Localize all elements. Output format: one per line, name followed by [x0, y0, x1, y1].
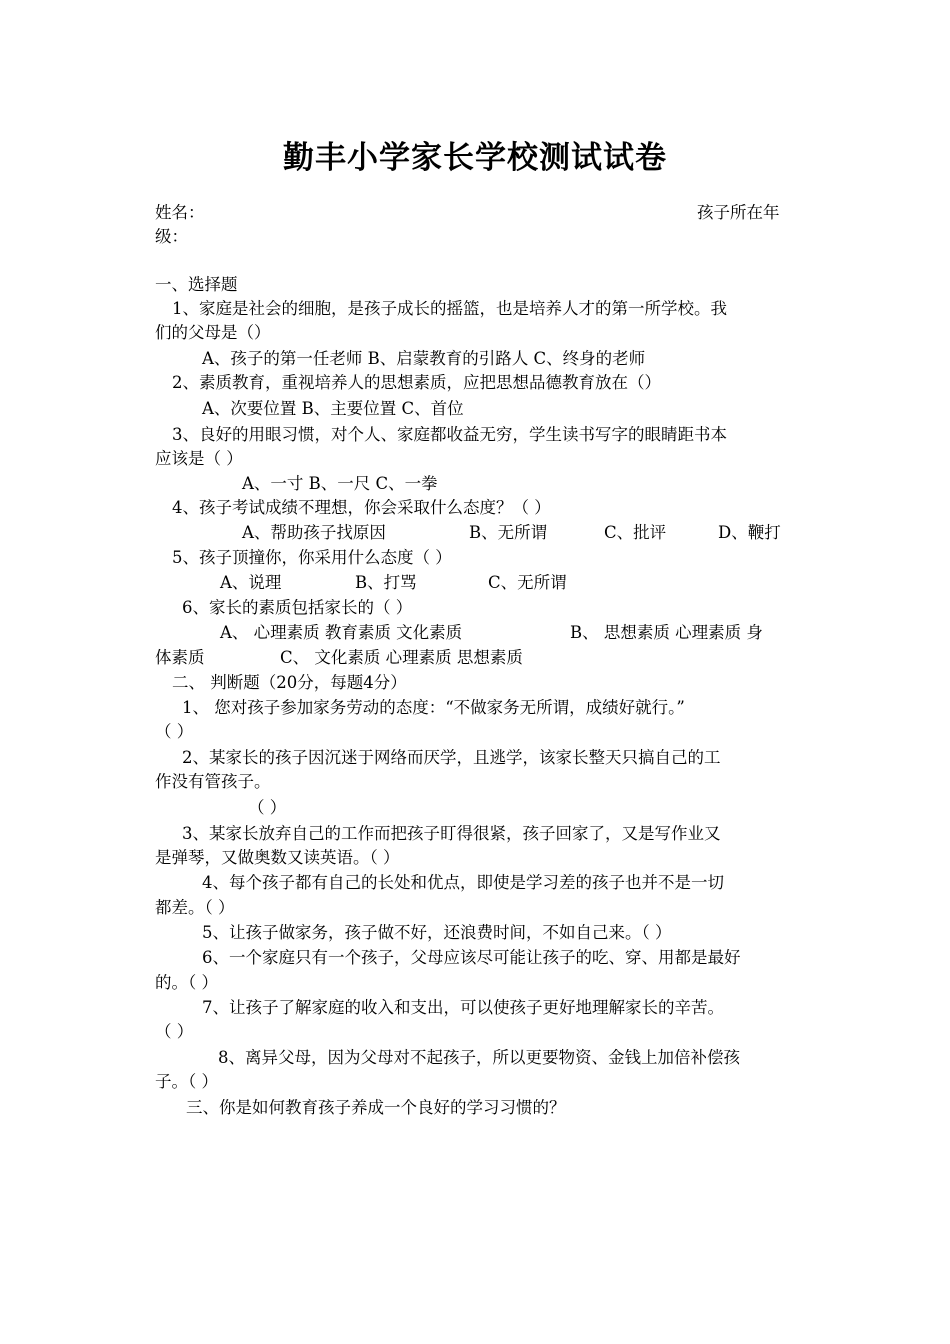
q4-option-d: D、鞭打 [718, 523, 781, 542]
s4-line2: 都差。（ ） [155, 898, 235, 917]
name-label: 姓名： [155, 203, 205, 222]
s1-line1: 1、 您对孩子参加家务劳动的态度：“不做家务无所谓，成绩好就行。” [182, 698, 685, 717]
grade-label-part1: 孩子所在年 [697, 203, 780, 222]
q4-option-c: C、批评 [604, 523, 667, 542]
s6-line1: 6、一个家庭只有一个孩子，父母应该尽可能让孩子的吃、穿、用都是最好 [202, 948, 741, 967]
section2-heading: 二、 判断题（20分，每题4分） [172, 673, 407, 692]
s7-line1: 7、让孩子了解家庭的收入和支出，可以使孩子更好地理解家长的辛苦。 [202, 998, 724, 1017]
s5-line1: 5、让孩子做家务，孩子做不好，还浪费时间，不如自己来。（ ） [202, 923, 672, 942]
s3-line1: 3、某家长放弃自己的工作而把孩子盯得很紧，孩子回家了，又是写作业又 [182, 824, 721, 843]
q4-option-b: B、无所谓 [469, 523, 548, 542]
q6-option-c: C、 文化素质 心理素质 思想素质 [280, 648, 523, 667]
grade-label-part2: 级： [155, 227, 188, 246]
page-title: 勤丰小学家长学校测试试卷 [283, 140, 667, 176]
s8-line2: 子。（ ） [155, 1072, 218, 1091]
q2-options: A、次要位置 B、主要位置 C、首位 [202, 399, 464, 418]
q3-line1: 3、良好的用眼习惯，对个人、家庭都收益无穷，学生读书写字的眼睛距书本 [172, 425, 727, 444]
q2-line1: 2、素质教育，重视培养人的思想素质，应把思想品德教育放在（） [172, 373, 661, 392]
q6-line3-a: 体素质 [155, 648, 205, 667]
s1-line2: （ ） [155, 722, 194, 741]
q4-option-a: A、帮助孩子找原因 [242, 523, 386, 542]
s2-line2: 作没有管孩子。 [155, 772, 271, 791]
s8-line1: 8、离异父母，因为父母对不起孩子，所以更要物资、金钱上加倍补偿孩 [218, 1048, 740, 1067]
q6-option-a: A、 心理素质 教育素质 文化素质 [220, 623, 463, 642]
q1-options: A、孩子的第一任老师 B、启蒙教育的引路人 C、终身的老师 [202, 349, 646, 368]
q1-line2: 们的父母是（） [155, 323, 271, 342]
s6-line2: 的。（ ） [155, 973, 218, 992]
q3-options: A、一寸 B、一尺 C、一拳 [242, 474, 438, 493]
q4-line1: 4、孩子考试成绩不理想，你会采取什么态度？（ ） [172, 498, 551, 517]
section1-heading: 一、选择题 [155, 275, 238, 294]
s2-line1: 2、某家长的孩子因沉迷于网络而厌学，且逃学，该家长整天只搞自己的工 [182, 748, 721, 767]
s2-line3: （ ） [248, 798, 287, 817]
section3-heading: 三、你是如何教育孩子养成一个良好的学习习惯的？ [186, 1098, 566, 1117]
s3-line2: 是弹琴，又做奥数又读英语。（ ） [155, 848, 400, 867]
q1-line1: 1、家庭是社会的细胞，是孩子成长的摇篮，也是培养人才的第一所学校。我 [172, 299, 727, 318]
q6-option-b: B、 思想素质 心理素质 身 [570, 623, 763, 642]
q5-option-a: A、说理 [220, 573, 282, 592]
q5-line1: 5、孩子顶撞你，你采用什么态度（ ） [172, 548, 452, 567]
q5-option-c: C、无所谓 [488, 573, 567, 592]
q3-line2: 应该是（ ） [155, 449, 243, 468]
q6-line1: 6、家长的素质包括家长的（ ） [182, 598, 413, 617]
q5-option-b: B、打骂 [355, 573, 417, 592]
s7-line2: （ ） [155, 1022, 194, 1041]
s4-line1: 4、每个孩子都有自己的长处和优点，即使是学习差的孩子也并不是一切 [202, 873, 724, 892]
